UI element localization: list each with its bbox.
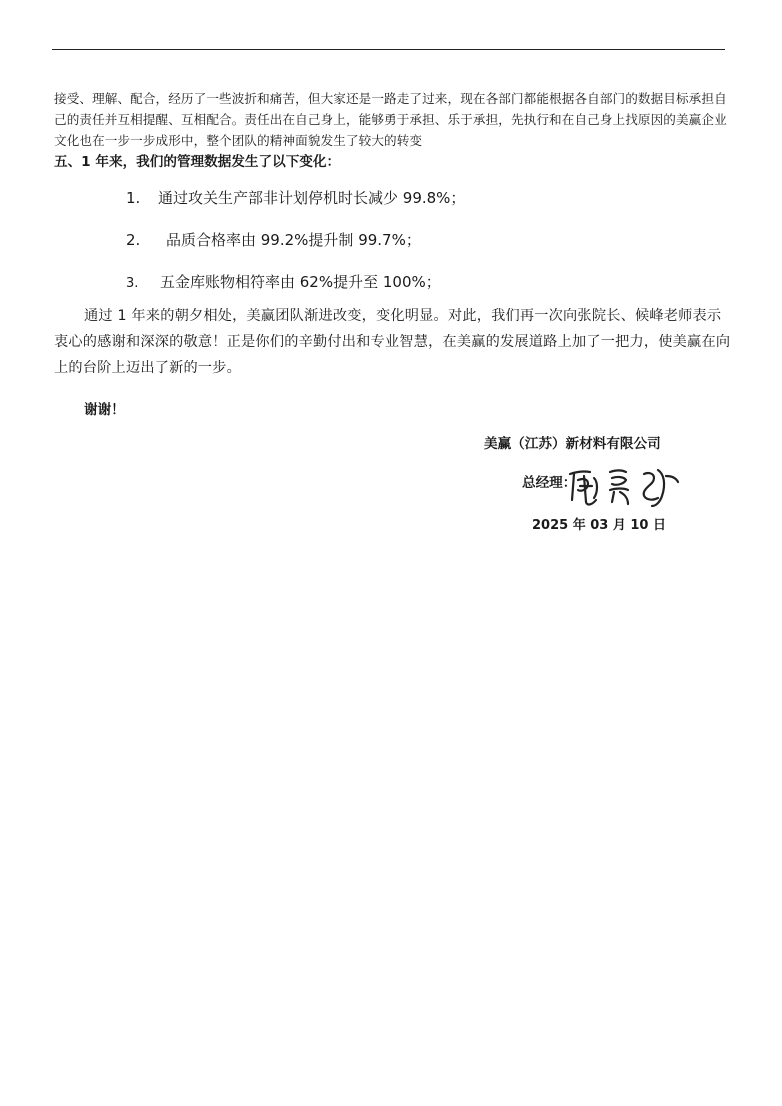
list-item-text: 通过攻关生产部非计划停机时长减少 99.8%； (158, 189, 466, 207)
list-item-number: 3. (126, 276, 139, 291)
company-name: 美赢（江苏）新材料有限公司 (484, 436, 661, 452)
list-item-number: 2. (126, 231, 141, 249)
section-heading: 五、1 年来，我们的管理数据发生了以下变化： (54, 154, 341, 170)
list-item-text: 品质合格率由 99.2%提升制 99.7%； (166, 231, 421, 249)
list-item-text: 五金库账物相符率由 62%提升至 100%； (160, 273, 441, 291)
signature-icon (566, 462, 686, 508)
list-item-number: 1. (126, 189, 141, 207)
list-item (126, 186, 465, 210)
continued-paragraph: 接受、理解、配合，经历了一些波折和痛苦，但大家还是一路走了过来，现在各部门都能根据各自部门的数据目标承担自己的责任并互相提醒、互相配合。责任出在自己身上，能够勇于承担、乐于承担，先执行和在自己身上找原因的美赢企业文化也在一步一步成形中，整个团队的精神面貌发生了较大的转变 (54, 91, 727, 148)
list-item (126, 228, 421, 252)
thanks-paragraph: 通过 1 年来的朝夕相处，美赢团队渐进改变，变化明显。对此，我们再一次向张院长、候峰老师表示衷心的感谢和深深的敬意！正是你们的辛勤付出和专业智慧，在美赢的发展道路上加了一把力，使美赢在向上的台阶上迈出了新的一步。 (54, 308, 731, 376)
list-item (126, 270, 441, 296)
manager-label: 总经理： (522, 475, 577, 491)
header-rule (52, 49, 725, 50)
document-date: 2025 年 03 月 10 日 (532, 518, 666, 533)
closing-text: 谢谢！ (84, 402, 125, 418)
